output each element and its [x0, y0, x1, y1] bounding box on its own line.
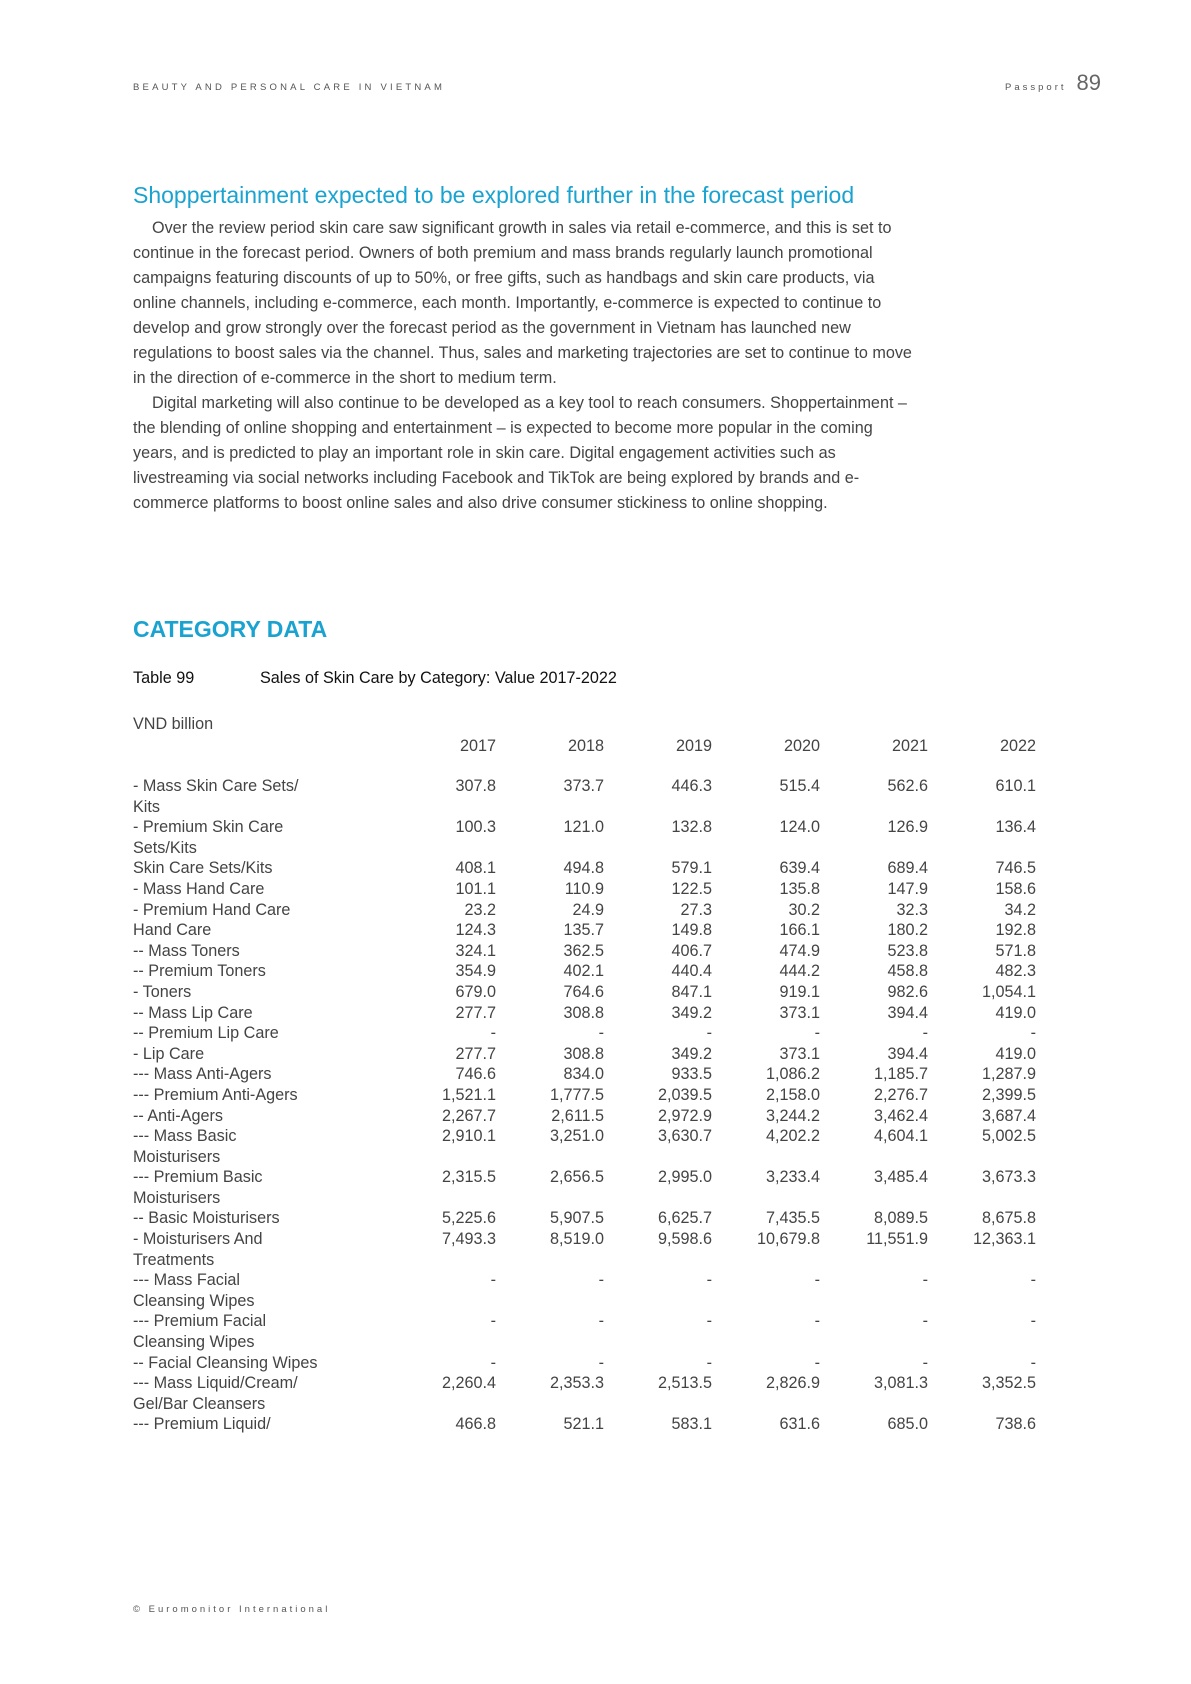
table-row	[0, 1023, 1191, 1044]
cell-value: 3,081.3	[873, 1374, 928, 1393]
row-label: --- Mass Basic Moisturisers	[133, 1127, 237, 1167]
cell-value: 847.1	[671, 982, 712, 1001]
table-row	[0, 879, 1191, 900]
table-unit: VND billion	[133, 715, 214, 733]
cell-value: 124.3	[455, 921, 496, 940]
cell-value: 5,907.5	[549, 1209, 604, 1228]
cell-value: 4,604.1	[873, 1127, 928, 1146]
cell-value: 135.8	[779, 879, 820, 898]
cell-value: 354.9	[455, 962, 496, 981]
cell-value: 3,244.2	[765, 1106, 820, 1125]
cell-value: 307.8	[455, 777, 496, 795]
cell-value: -	[1030, 1024, 1036, 1043]
cell-value: 402.1	[563, 962, 604, 981]
cell-value: 2,995.0	[657, 1168, 712, 1187]
row-label: - Mass Skin Care Sets/ Kits	[133, 777, 299, 816]
year-header: 2018	[567, 737, 604, 755]
table-row	[0, 941, 1191, 962]
row-label: --- Mass Liquid/Cream/ Gel/Bar Cleansers	[133, 1374, 298, 1414]
cell-value: 419.0	[995, 1003, 1036, 1022]
cell-value: 136.4	[995, 818, 1036, 837]
row-label: --- Mass Anti-Agers	[133, 1065, 272, 1084]
cell-value: -	[814, 1024, 820, 1043]
row-label: --- Mass Facial Cleansing Wipes	[133, 1271, 255, 1311]
cell-value: 746.6	[455, 1065, 496, 1084]
year-header: 2019	[675, 737, 712, 755]
passport-label: Passport	[1005, 82, 1067, 93]
table-row	[0, 920, 1191, 941]
cell-value: 121.0	[563, 818, 604, 837]
table-row	[0, 1064, 1191, 1085]
table-row	[0, 1229, 1191, 1270]
cell-value: 515.4	[779, 777, 820, 795]
table-caption	[133, 669, 617, 688]
cell-value: 639.4	[779, 859, 820, 878]
row-label: --- Premium Liquid/	[133, 1415, 271, 1434]
row-label: - Toners	[133, 982, 192, 1001]
cell-value: 419.0	[995, 1044, 1036, 1063]
cell-value: 373.1	[779, 1044, 820, 1063]
cell-value: 8,089.5	[873, 1209, 928, 1228]
cell-value: 3,630.7	[657, 1127, 712, 1146]
row-label: -- Basic Moisturisers	[133, 1209, 280, 1228]
cell-value: 147.9	[887, 879, 928, 898]
table-row	[0, 1311, 1191, 1352]
cell-value: 324.1	[455, 941, 496, 960]
cell-value: 5,225.6	[441, 1209, 496, 1228]
page-number: 89	[1076, 70, 1101, 95]
cell-value: -	[598, 1312, 604, 1331]
cell-value: -	[490, 1024, 496, 1043]
row-label: -- Premium Toners	[133, 962, 266, 981]
body-text	[133, 216, 913, 516]
footer-copyright: © Euromonitor International	[133, 1604, 331, 1615]
cell-value: 349.2	[671, 1003, 712, 1022]
cell-value: 523.8	[887, 941, 928, 960]
table-body	[0, 776, 1191, 1435]
cell-value: -	[922, 1024, 928, 1043]
cell-value: 2,267.7	[441, 1106, 496, 1125]
row-label: -- Mass Toners	[133, 941, 240, 960]
row-label: --- Premium Anti-Agers	[133, 1085, 298, 1104]
cell-value: 933.5	[671, 1065, 712, 1084]
table-number: Table 99	[133, 669, 195, 687]
cell-value: -	[1030, 1312, 1036, 1331]
cell-value: 3,352.5	[981, 1374, 1036, 1393]
table-row	[0, 961, 1191, 982]
cell-value: 3,233.4	[765, 1168, 820, 1187]
cell-value: 746.5	[995, 859, 1036, 878]
cell-value: 373.1	[779, 1003, 820, 1022]
table-row	[0, 1044, 1191, 1065]
cell-value: 166.1	[779, 921, 820, 940]
cell-value: -	[922, 1271, 928, 1290]
cell-value: 1,086.2	[765, 1065, 820, 1084]
row-label: Hand Care	[133, 921, 212, 940]
cell-value: 610.1	[995, 777, 1036, 795]
cell-value: 482.3	[995, 962, 1036, 981]
cell-value: 458.8	[887, 962, 928, 981]
cell-value: 308.8	[563, 1044, 604, 1063]
table-row	[0, 1414, 1191, 1435]
cell-value: -	[1030, 1271, 1036, 1290]
row-label: --- Premium Basic Moisturisers	[133, 1168, 263, 1208]
cell-value: 408.1	[455, 859, 496, 878]
cell-value: 406.7	[671, 941, 712, 960]
cell-value: 631.6	[779, 1415, 820, 1434]
table-row	[0, 1208, 1191, 1229]
cell-value: 124.0	[779, 818, 820, 837]
row-label: -- Anti-Agers	[133, 1106, 223, 1125]
cell-value: 494.8	[563, 859, 604, 878]
cell-value: 30.2	[788, 900, 820, 919]
cell-value: -	[922, 1353, 928, 1372]
year-header: 2021	[891, 737, 928, 755]
cell-value: 583.1	[671, 1415, 712, 1434]
cell-value: -	[706, 1312, 712, 1331]
row-label: Skin Care Sets/Kits	[133, 859, 273, 878]
cell-value: 679.0	[455, 982, 496, 1001]
cell-value: 4,202.2	[765, 1127, 820, 1146]
cell-value: 11,551.9	[866, 1230, 928, 1249]
cell-value: 685.0	[887, 1415, 928, 1434]
cell-value: 3,687.4	[981, 1106, 1036, 1125]
cell-value: -	[814, 1271, 820, 1290]
cell-value: 2,656.5	[549, 1168, 604, 1187]
table-row	[0, 1126, 1191, 1167]
cell-value: 308.8	[563, 1003, 604, 1022]
cell-value: 110.9	[564, 879, 604, 898]
cell-value: 2,158.0	[765, 1085, 820, 1104]
cell-value: 2,276.7	[873, 1085, 928, 1104]
cell-value: 180.2	[887, 921, 928, 940]
cell-value: 562.6	[887, 777, 928, 795]
cell-value: 8,675.8	[981, 1209, 1036, 1228]
row-label: -- Facial Cleansing Wipes	[133, 1353, 318, 1372]
cell-value: 738.6	[995, 1415, 1036, 1434]
cell-value: 521.1	[563, 1415, 604, 1434]
cell-value: 1,521.1	[441, 1085, 496, 1104]
cell-value: -	[598, 1271, 604, 1290]
cell-value: 7,435.5	[765, 1209, 820, 1228]
cell-value: 3,251.0	[549, 1127, 604, 1146]
section-heading: Shoppertainment expected to be explored further in the forecast period	[133, 182, 855, 208]
table-row	[0, 900, 1191, 921]
year-header: 2017	[459, 737, 496, 755]
cell-value: -	[706, 1024, 712, 1043]
cell-value: 834.0	[563, 1065, 604, 1084]
cell-value: 3,462.4	[873, 1106, 928, 1125]
table-title: Sales of Skin Care by Category: Value 2017-2022	[260, 669, 617, 687]
cell-value: 394.4	[887, 1044, 928, 1063]
table-row	[0, 776, 1191, 817]
row-label: -- Premium Lip Care	[133, 1024, 279, 1043]
cell-value: 132.8	[671, 818, 712, 837]
cell-value: -	[598, 1353, 604, 1372]
table-year-header	[0, 737, 1191, 761]
cell-value: 101.1	[455, 879, 496, 898]
cell-value: 149.8	[671, 921, 712, 940]
cell-value: 12,363.1	[972, 1230, 1036, 1249]
cell-value: 3,485.4	[873, 1168, 928, 1187]
cell-value: -	[706, 1271, 712, 1290]
cell-value: 394.4	[887, 1003, 928, 1022]
cell-value: 8,519.0	[549, 1230, 604, 1249]
cell-value: -	[706, 1353, 712, 1372]
paragraph: Digital marketing will also continue to be developed as a key tool to reach consumers. Shoppertainment – the blending of online shopping and entertainment – is expected to become more popular in the coming years, and is predicted to play an important role in skin care. Digital engagement activities such as livestreaming via social networks including Facebook and TikTok are being explored by brands and e-commerce platforms to boost online sales and also drive consumer stickiness to online shopping.	[133, 394, 907, 512]
cell-value: 2,826.9	[765, 1374, 820, 1393]
cell-value: 1,185.7	[873, 1065, 928, 1084]
cell-value: 7,493.3	[441, 1230, 496, 1249]
cell-value: 466.8	[455, 1415, 496, 1434]
table-row	[0, 1270, 1191, 1311]
cell-value: 362.5	[563, 941, 604, 960]
cell-value: 9,598.6	[657, 1230, 712, 1249]
table-row	[0, 1106, 1191, 1127]
cell-value: 2,513.5	[657, 1374, 712, 1393]
row-label: -- Mass Lip Care	[133, 1003, 253, 1022]
cell-value: 2,039.5	[657, 1085, 712, 1104]
cell-value: 444.2	[779, 962, 820, 981]
cell-value: 1,054.1	[981, 982, 1036, 1001]
cell-value: -	[814, 1312, 820, 1331]
cell-value: 10,679.8	[756, 1230, 820, 1249]
cell-value: 474.9	[779, 941, 820, 960]
cell-value: 349.2	[671, 1044, 712, 1063]
cell-value: 122.5	[671, 879, 712, 898]
row-label: - Moisturisers And Treatments	[133, 1230, 263, 1270]
cell-value: 373.7	[563, 777, 604, 795]
cell-value: 689.4	[887, 859, 928, 878]
cell-value: 32.3	[896, 900, 928, 919]
cell-value: 571.8	[995, 941, 1036, 960]
cell-value: -	[490, 1353, 496, 1372]
running-header-title: BEAUTY AND PERSONAL CARE IN VIETNAM	[133, 82, 446, 93]
cell-value: 192.8	[995, 921, 1036, 940]
cell-value: 158.6	[995, 879, 1036, 898]
cell-value: 2,260.4	[441, 1374, 496, 1393]
cell-value: 100.3	[455, 818, 496, 837]
row-label: - Premium Skin Care Sets/Kits	[133, 818, 284, 858]
cell-value: -	[922, 1312, 928, 1331]
cell-value: 5,002.5	[981, 1127, 1036, 1146]
table-row	[0, 858, 1191, 879]
table-row	[0, 1003, 1191, 1024]
cell-value: 579.1	[671, 859, 712, 878]
cell-value: 3,673.3	[981, 1168, 1036, 1187]
row-label: - Lip Care	[133, 1044, 205, 1063]
running-header-right	[1005, 70, 1101, 96]
table-row	[0, 1085, 1191, 1106]
table-row	[0, 817, 1191, 858]
cell-value: 6,625.7	[657, 1209, 712, 1228]
cell-value: 23.2	[464, 900, 496, 919]
cell-value: 1,287.9	[981, 1065, 1036, 1084]
cell-value: 277.7	[455, 1044, 496, 1063]
category-data-heading: CATEGORY DATA	[133, 616, 328, 642]
cell-value: 126.9	[887, 818, 928, 837]
table-row	[0, 982, 1191, 1003]
cell-value: 919.1	[779, 982, 820, 1001]
cell-value: 135.7	[563, 921, 604, 940]
year-header: 2020	[783, 737, 820, 755]
cell-value: 2,315.5	[441, 1168, 496, 1187]
cell-value: -	[1030, 1353, 1036, 1372]
row-label: - Mass Hand Care	[133, 879, 265, 898]
cell-value: 27.3	[680, 900, 712, 919]
cell-value: 2,972.9	[657, 1106, 712, 1125]
cell-value: 2,611.5	[551, 1106, 604, 1125]
cell-value: 34.2	[1004, 900, 1036, 919]
table-row	[0, 1353, 1191, 1374]
cell-value: 764.6	[563, 982, 604, 1001]
table-row	[0, 1167, 1191, 1208]
cell-value: 277.7	[455, 1003, 496, 1022]
cell-value: 1,777.5	[549, 1085, 604, 1104]
cell-value: -	[598, 1024, 604, 1043]
cell-value: -	[490, 1271, 496, 1290]
cell-value: -	[490, 1312, 496, 1331]
cell-value: 2,399.5	[981, 1085, 1036, 1104]
year-header: 2022	[999, 737, 1036, 755]
row-label: --- Premium Facial Cleansing Wipes	[133, 1312, 267, 1352]
cell-value: 2,353.3	[549, 1374, 604, 1393]
cell-value: 446.3	[671, 777, 712, 795]
cell-value: 2,910.1	[441, 1127, 496, 1146]
cell-value: 982.6	[887, 982, 928, 1001]
cell-value: 24.9	[572, 900, 604, 919]
table-row	[0, 1373, 1191, 1414]
row-label: - Premium Hand Care	[133, 900, 291, 919]
cell-value: -	[814, 1353, 820, 1372]
paragraph: Over the review period skin care saw significant growth in sales via retail e-commerce, and this is set to continue in the forecast period. Owners of both premium and mass brands regularly launch promotional campaigns featuring discounts of up to 50%, or free gifts, such as handbags and skin care products, via online channels, including e-commerce, each month. Importantly, e-commerce is expected to continue to develop and grow strongly over the forecast period as the government in Vietnam has launched new regulations to boost sales via the channel. Thus, sales and marketing trajectories are set to continue to move in the direction of e-commerce in the short to medium term.	[133, 219, 912, 387]
cell-value: 440.4	[671, 962, 712, 981]
